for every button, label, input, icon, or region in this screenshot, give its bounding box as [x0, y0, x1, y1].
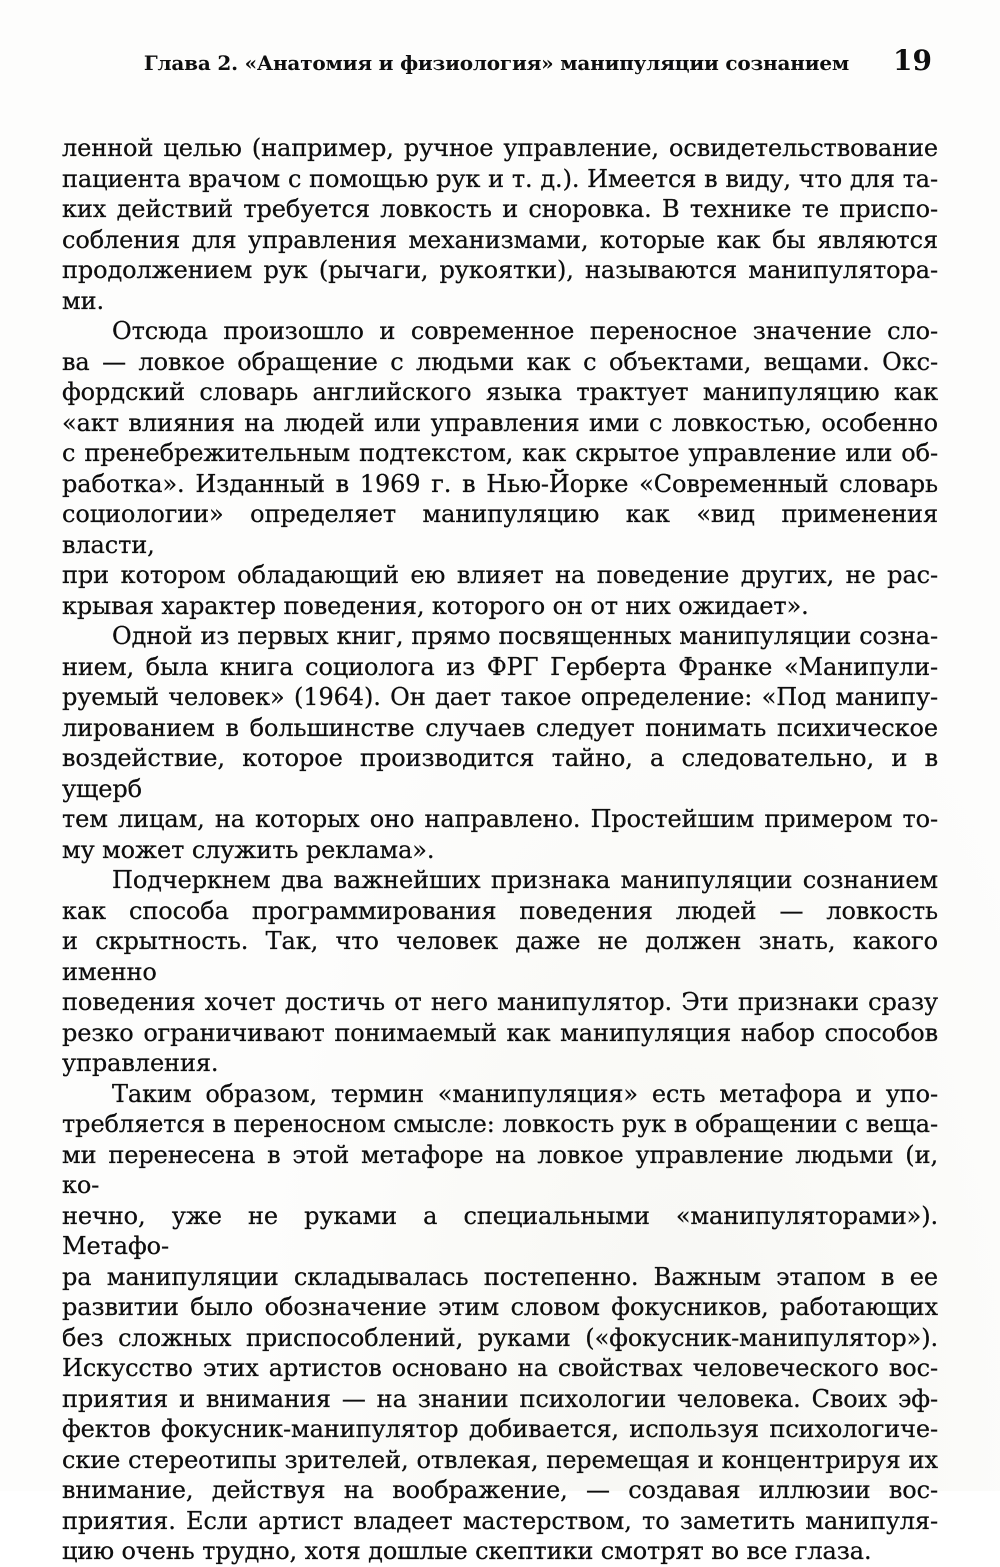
text-line: крывая характер поведения, которого он от них ожидает». [62, 591, 809, 620]
text-line: без сложных приспособлений, руками («фокусник-манипулятор»). [62, 1323, 938, 1352]
text-line: приятия. Если артист владеет мастерством, то заметить манипуля- [62, 1506, 938, 1535]
paragraph [62, 621, 938, 865]
text-line: ва — ловкое обращение с людьми как с объектами, вещами. Окс- [62, 347, 938, 376]
paragraph [62, 316, 938, 621]
text-line: собления для управления механизмами, которые как бы являются [62, 225, 938, 254]
text-line: ленной целью (например, ручное управление, освидетельствование [62, 134, 938, 162]
text-line: пациента врачом с помощью рук и т. д.). Имеется в виду, что для та- [62, 164, 938, 193]
paragraph [62, 1079, 938, 1567]
text-line: му может служить реклама». [62, 835, 435, 864]
chapter-title: Глава 2. «Анатомия и физиология» манипуляции сознанием [143, 51, 850, 75]
text-line: цию очень трудно, хотя дошлые скептики смотрят во все глаза. [62, 1537, 872, 1565]
page-number: 19 [893, 44, 932, 77]
text-line: развитии было обозначение этим словом фокусников, работающих [62, 1293, 938, 1321]
text-line: фектов фокусник-манипулятор добивается, используя психологиче- [62, 1415, 938, 1443]
text-line: нием, была книга социолога из ФРГ Герберта Франке «Манипули- [62, 652, 938, 681]
text-line: нечно, уже не руками а специальными «манипуляторами»). Метафо- [62, 1201, 938, 1260]
text-line: Отсюда произошло и современное переносное значение сло- [112, 317, 938, 345]
text-line: ми. [62, 286, 104, 315]
text-line: руемый человек» (1964). Он дает такое определение: «Под манипу- [62, 683, 938, 711]
paragraph [62, 865, 938, 1079]
text-line: ких действий требуется ловкость и сноровка. В технике те приспо- [62, 195, 938, 223]
text-line: управления. [62, 1049, 219, 1077]
text-line: ра манипуляции складывалась постепенно. Важным этапом в ее [62, 1262, 938, 1291]
text-line: резко ограничивают понимаемый как манипуляция набор способов [62, 1018, 938, 1047]
page-text [62, 133, 938, 1567]
text-line: внимание, действуя на воображение, — создавая иллюзии вос- [62, 1476, 938, 1504]
text-line: при котором обладающий ею влияет на поведение других, не рас- [62, 561, 938, 589]
text-line: продолжением рук (рычаги, рукоятки), называются манипулятора- [62, 256, 938, 284]
text-line: фордский словарь английского языка трактует манипуляцию как [62, 378, 938, 406]
text-line: Одной из первых книг, прямо посвященных манипуляции созна- [112, 622, 938, 650]
text-line: ми перенесена в этой метафоре на ловкое управление людьми (и, ко- [62, 1140, 938, 1199]
text-line: социологии» определяет манипуляцию как «вид применения власти, [62, 500, 938, 559]
text-line: приятия и внимания — на знании психологии человека. Своих эф- [62, 1384, 938, 1413]
text-line: воздействие, которое производится тайно, а следовательно, и в ущерб [62, 744, 938, 803]
text-line: Таким образом, термин «манипуляция» есть метафора и упо- [112, 1079, 938, 1108]
text-line: требляется в переносном смысле: ловкость рук в обращении с веща- [62, 1110, 938, 1138]
text-line: поведения хочет достичь от него манипулятор. Эти признаки сразу [62, 988, 938, 1016]
text-line: «акт влияния на людей или управления ими с ловкостью, особенно [62, 408, 938, 437]
text-line: и скрытность. Так, что человек даже не должен знать, какого именно [62, 927, 938, 986]
text-line: ские стереотипы зрителей, отвлекая, перемещая и концентрируя их [62, 1445, 938, 1474]
text-line: Искусство этих артистов основано на свойствах человеческого вос- [62, 1354, 938, 1382]
text-line: лированием в большинстве случаев следует понимать психическое [62, 713, 938, 742]
text-line: Подчеркнем два важнейших признака манипуляции сознанием [112, 866, 938, 894]
text-line: как способа программирования поведения людей — ловкость [62, 896, 938, 925]
text-line: тем лицам, на которых оно направлено. Простейшим примером то- [62, 805, 938, 833]
running-header [62, 44, 938, 77]
text-line: работка». Изданный в 1969 г. в Нью-Йорке «Современный словарь [62, 469, 938, 498]
paragraph [62, 133, 938, 316]
text-line: с пренебрежительным подтекстом, как скрытое управление или об- [62, 439, 938, 467]
